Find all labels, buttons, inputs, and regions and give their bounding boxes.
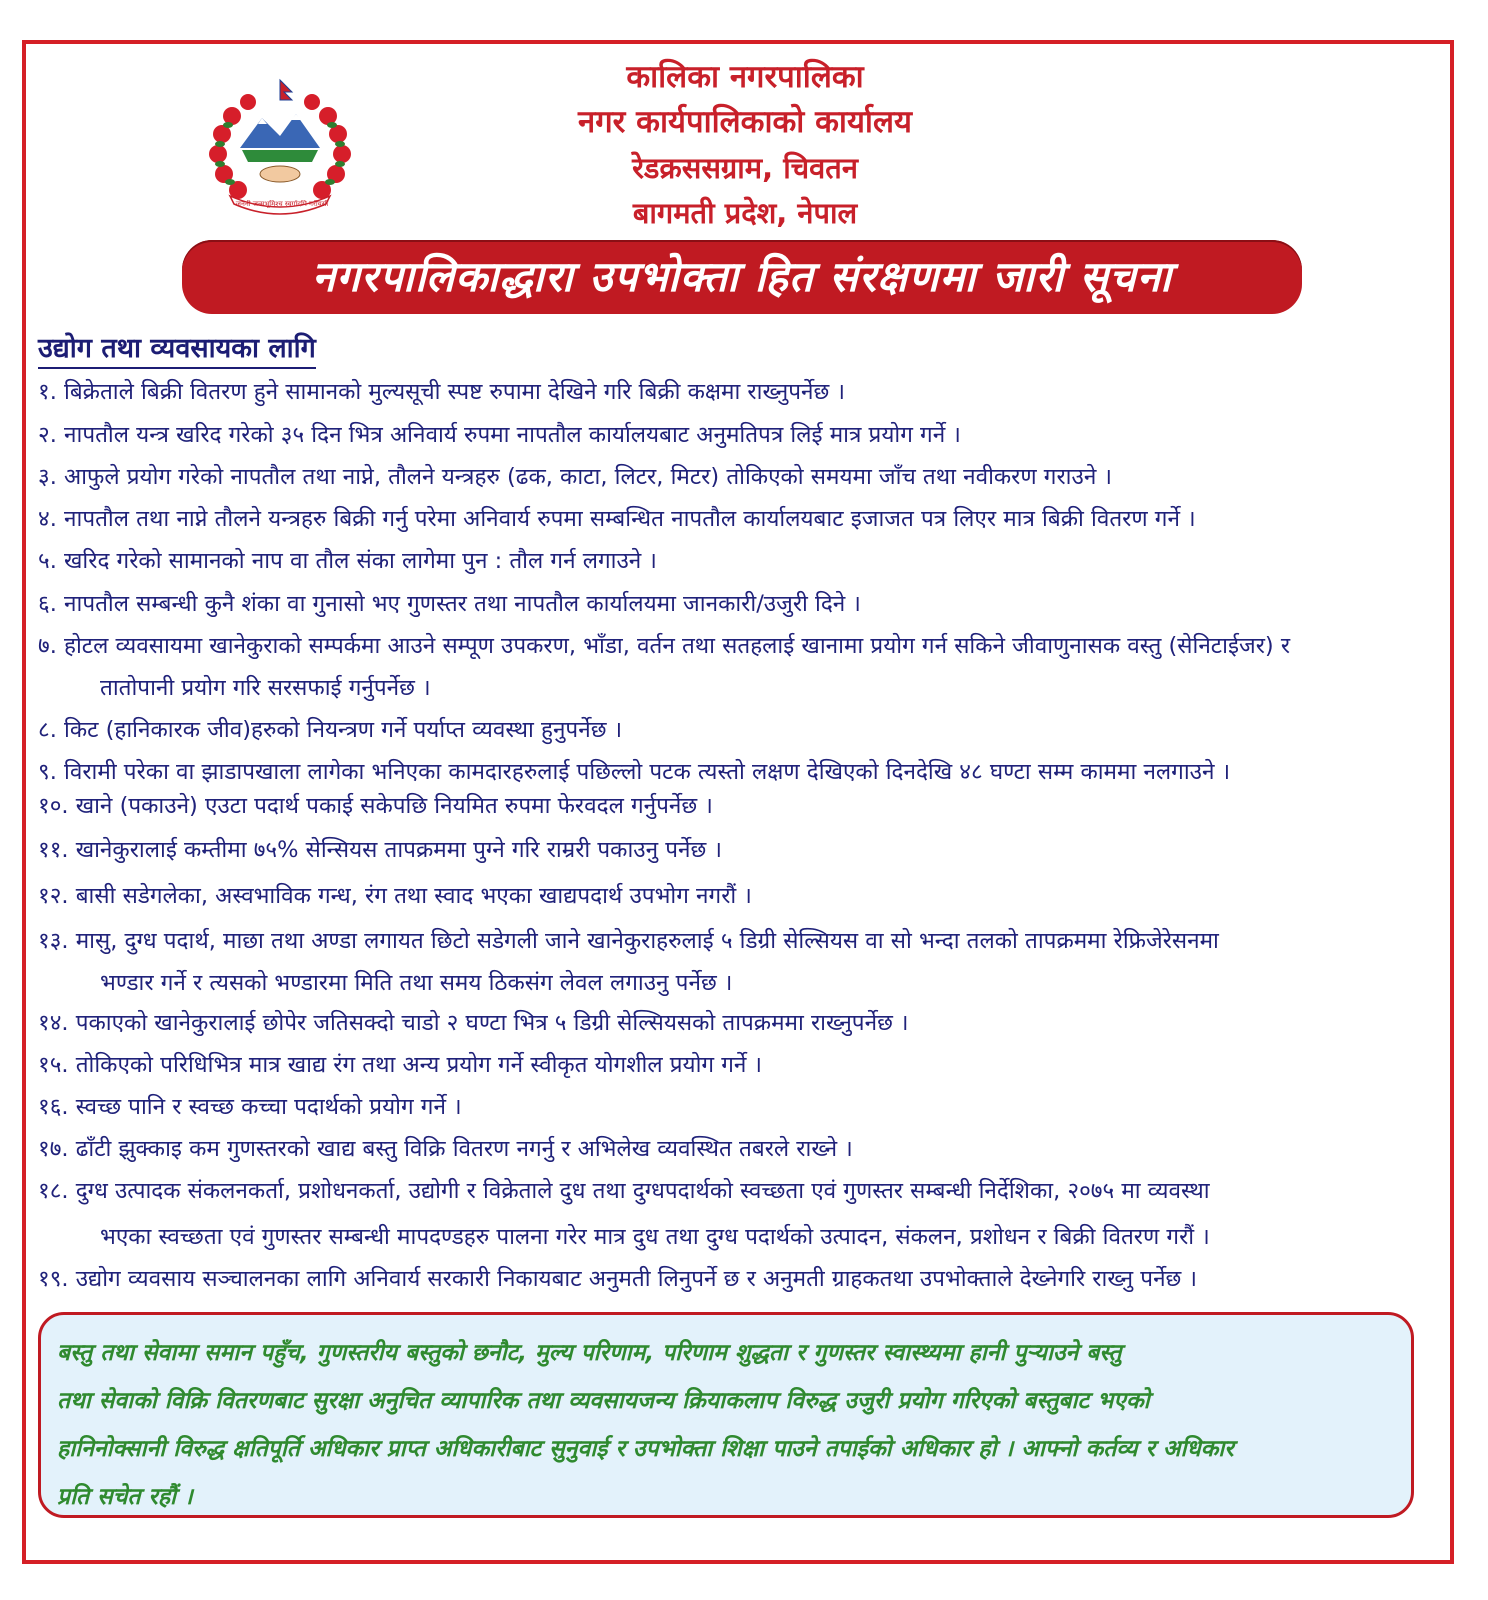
list-item: १७. ढाँटी झुक्काइ कम गुणस्तरको खाद्य बस्तु विक्रि वितरण नगर्नु र अभिलेख व्यवस्थित तबरले राख्ने । [38,1136,853,1162]
list-item: १. बिक्रेताले बिक्री वितरण हुने सामानको मुल्यसूची स्पष्ट रुपामा देखिने गरि बिक्री कक्षमा राख्नुपर्नेछ । [38,379,845,405]
list-item: ६. नापतौल सम्बन्धी कुनै शंका वा गुनासो भए गुणस्तर तथा नापतौल कार्यालयमा जानकारी/उजुरी दिने । [38,591,861,617]
footer-line: तथा सेवाको विक्रि वितरणबाट सुरक्षा अनुचित व्यापारिक तथा व्यवसायजन्य क्रियाकलाप विरुद्ध उजुरी प्रयोग गरिएको बस्तुबाट भएको [57,1388,1150,1414]
list-item: १५. तोकिएको परिधिभित्र मात्र खाद्य रंग तथा अन्य प्रयोग गर्ने स्वीकृत योगशील प्रयोग गर्ने । [38,1052,763,1078]
notice-title-banner: नगरपालिकाद्धारा उपभोक्ता हित संरक्षणमा जारी सूचना [182,240,1302,314]
list-item: १८. दुग्ध उत्पादक संकलनकर्ता, प्रशोधनकर्ता, उद्योगी र विक्रेताले दुध तथा दुग्धपदार्थको स्वच्छता एवं गुणस्तर सम्बन्धी निर्देशिका, २०७५ मा व्यवस्था भएका स्वच्छता एवं गुणस्तर सम्बन्धी मापदण्डहरु पालना गरेर मात्र दुध तथा दुग्ध पदार्थको उत्पादन, संकलन, प्रशोधन र बिक्री वितरण गरौं । [38,1178,1210,1250]
list-item: १३. मासु, दुग्ध पदार्थ, माछा तथा अण्डा लगायत छिटो सडेगली जाने खानेकुराहरुलाई ५ डिग्री सेल्सियस वा सो भन्दा तलको तापक्रममा रेफ्रिजेरेसनमा भण्डार गर्ने र त्यसको भण्डारमा मिति तथा समय ठिकसंग लेवल लगाउनु पर्नेछ । [38,928,1219,996]
section-heading: उद्योग तथा व्यवसायका लागि [38,328,316,369]
consumer-rights-box [38,1312,1414,1518]
footer-line: हानिनोक्सानी विरुद्ध क्षतिपूर्ति अधिकार प्राप्त अधिकारीबाट सुनुवाई र उपभोक्ता शिक्षा पाउने तपाईको अधिकार हो । आफ्नो कर्तव्य र अधिकार [57,1436,1234,1462]
list-item: १०. खाने (पकाउने) एउटा पदार्थ पकाई सकेपछि नियमित रुपमा फेरवदल गर्नुपर्नेछ । [38,793,713,819]
office-address: रेडक्रससग्राम, चिवतन [632,151,858,185]
list-item: १६. स्वच्छ पानि र स्वच्छ कच्चा पदार्थको प्रयोग गर्ने । [38,1094,462,1120]
list-item: ३. आफुले प्रयोग गरेको नापतौल तथा नाप्ने, तौलने यन्त्रहरु (ढक, काटा, लिटर, मिटर) तोकिएको समयमा जाँच तथा नवीकरण गराउने । [38,464,1112,490]
list-item: १९. उद्योग व्यवसाय सञ्चालनका लागि अनिवार्य सरकारी निकायबाट अनुमती लिनुपर्ने छ र अनुमती ग्राहकतथा उपभोक्ताले देख्नेगरि राख्नु पर्नेछ । [38,1266,1198,1292]
list-item: ५. खरिद गरेको सामानको नाप वा तौल संका लागेमा पुन : तौल गर्न लगाउने । [38,548,657,574]
list-item: २. नापतौल यन्त्र खरिद गरेको ३५ दिन भित्र अनिवार्य रुपमा नापतौल कार्यालयबाट अनुमतिपत्र लिई मात्र प्रयोग गर्ने । [38,422,961,448]
office-province: बागमती प्रदेश, नेपाल [632,196,858,230]
list-item: ११. खानेकुरालाई कम्तीमा ७५% सेन्सियस तापक्रममा पुग्ने गरि राम्ररी पकाउनु पर्नेछ । [38,837,722,863]
list-item: ९. विरामी परेका वा झाडापखाला लागेका भनिएका कामदारहरुलाई पछिल्लो पटक त्यस्तो लक्षण देखिएको दिनदेखि ४८ घण्टा सम्म काममा नलगाउने । [38,759,1231,785]
footer-line: बस्तु तथा सेवामा समान पहुँच, गुणस्तरीय बस्तुको छनौट, मुल्य परिणाम, परिणाम शुद्धता र गुणस्तर स्वास्थ्यमा हानी पुऱ्याउने बस्तु [57,1340,1122,1366]
office-name: नगर कार्यपालिकाको कार्यालय [578,104,912,140]
list-item: १४. पकाएको खानेकुरालाई छोपेर जतिसक्दो चाडो २ घण्टा भित्र ५ डिग्री सेल्सियसको तापक्रममा राख्नुपर्नेछ । [38,1010,909,1036]
footer-line: प्रति सचेत रहौं । [57,1484,193,1510]
list-item: १२. बासी सडेगलेका, अस्वभाविक गन्ध, रंग तथा स्वाद भएका खाद्यपदार्थ उपभोग नगरौं । [38,883,752,909]
emblem-motto: जननी जन्मभूमिश्च स्वर्गादपि गरीयसी [235,200,329,208]
list-item: ८. किट (हानिकारक जीव)हरुको नियन्त्रण गर्ने पर्याप्त व्यवस्था हुनुपर्नेछ । [38,717,623,743]
list-item: ४. नापतौल तथा नाप्ने तौलने यन्त्रहरु बिक्री गर्नु परेमा अनिवार्य रुपमा सम्बन्धित नापतौल कार्यालयबाट इजाजत पत्र लिएर मात्र बिक्री वितरण गर्ने । [38,506,1196,532]
list-item: ७. होटल व्यवसायमा खानेकुराको सम्पर्कमा आउने सम्पूण उपकरण, भाँडा, वर्तन तथा सतहलाई खानामा प्रयोग गर्न सकिने जीवाणुनासक वस्तु (सेनिटाईजर) र तातोपानी प्रयोग गरि सरसफाई गर्नुपर्नेछ । [38,633,1291,701]
municipality-name: कालिका नगरपालिका [626,59,864,95]
